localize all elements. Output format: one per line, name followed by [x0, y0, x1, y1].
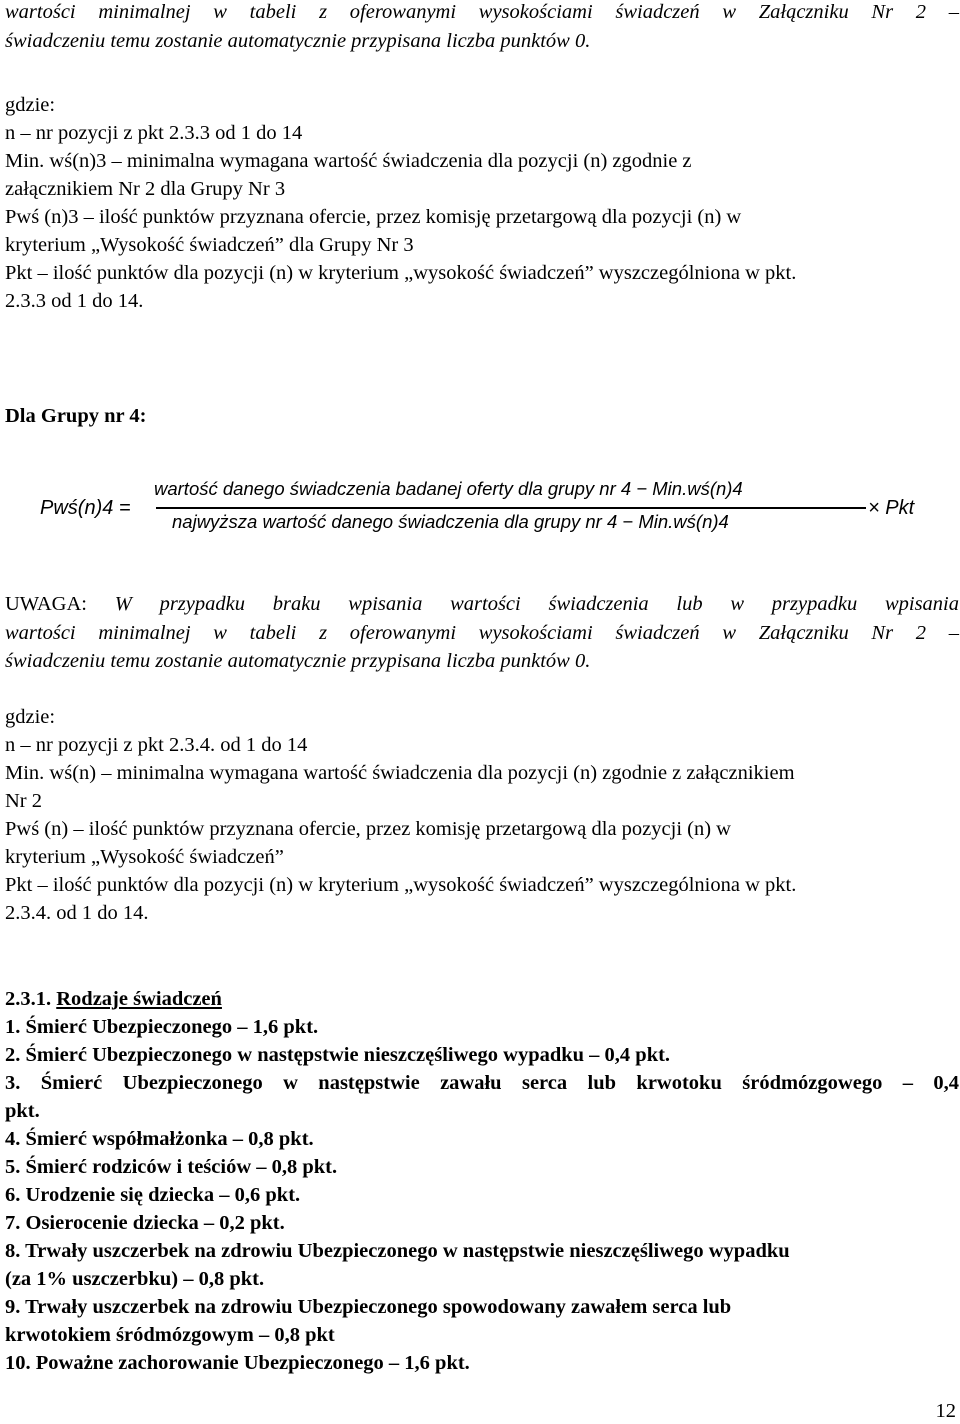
benefit-item: 5. Śmierć rodziców i teściów – 0,8 pkt.	[5, 1156, 338, 1178]
group4-heading: Dla Grupy nr 4:	[5, 405, 147, 427]
defs3-pws-line-2: kryterium „Wysokość świadczeń” dla Grupy Nr 3	[5, 234, 414, 256]
benefit-item: 3. Śmierć Ubezpieczonego w następstwie zawału serca lub krwotoku śródmózgowego – 0,4	[5, 1072, 959, 1094]
defs4-min-line-2: Nr 2	[5, 790, 43, 812]
note-line-3: świadczeniu temu zostanie automatycznie przypisana liczba punktów 0.	[5, 650, 591, 672]
benefit-item: 10. Poważne zachorowanie Ubezpieczonego – 1,6 pkt.	[5, 1352, 470, 1374]
benefit-item: 4. Śmierć współmałżonka – 0,8 pkt.	[5, 1128, 314, 1150]
benefit-item-continued: pkt.	[5, 1100, 40, 1122]
benefit-item-continued: krwotokiem śródmózgowym – 0,8 pkt	[5, 1324, 335, 1346]
defs3-min-line-1: Min. wś(n)3 – minimalna wymagana wartość świadczenia dla pozycji (n) zgodnie z	[5, 150, 692, 172]
top-note-line-1: wartości minimalnej w tabeli z oferowanymi wysokościami świadczeń w Załączniku Nr 2 –	[5, 1, 959, 23]
benefit-item: 6. Urodzenie się dziecka – 0,6 pkt.	[5, 1184, 301, 1206]
defs3-pkt-line-2: 2.3.3 od 1 do 14.	[5, 290, 144, 312]
note-line-2: wartości minimalnej w tabeli z oferowanymi wysokościami świadczeń w Załączniku Nr 2 –	[5, 622, 959, 644]
formula-rhs: × Pkt	[868, 497, 915, 519]
formula-lhs: Pwś(n)4 =	[40, 497, 131, 519]
formula-fraction-bar	[156, 507, 866, 509]
note-line-1	[5, 591, 959, 617]
note-label: UWAGA:	[5, 593, 115, 615]
defs3-n: n – nr pozycji z pkt 2.3.3 od 1 do 14	[5, 122, 303, 144]
defs4-pkt-line-2: 2.3.4. od 1 do 14.	[5, 902, 149, 924]
formula-denominator: najwyższa wartość danego świadczenia dla grupy nr 4 − Min.wś(n)4	[172, 511, 729, 532]
benefit-item-continued: (za 1% uszczerbku) – 0,8 pkt.	[5, 1268, 265, 1290]
note-text-1: W przypadku braku wpisania wartości świadczenia lub w przypadku wpisania	[114, 593, 959, 615]
defs3-where: gdzie:	[5, 94, 56, 116]
group4-formula	[40, 478, 930, 546]
section-title: Rodzaje świadczeń	[56, 988, 222, 1010]
defs4-pkt-line-1: Pkt – ilość punktów dla pozycji (n) w kryterium „wysokość świadczeń” wyszczególniona w pkt.	[5, 874, 797, 896]
benefit-item: 2. Śmierć Ubezpieczonego w następstwie nieszczęśliwego wypadku – 0,4 pkt.	[5, 1044, 671, 1066]
defs3-min-line-2: załącznikiem Nr 2 dla Grupy Nr 3	[5, 178, 286, 200]
top-note-line-2: świadczeniu temu zostanie automatycznie przypisana liczba punktów 0.	[5, 30, 591, 52]
page-number: 12	[935, 1400, 956, 1422]
defs4-pws-line-1: Pwś (n) – ilość punktów przyznana ofercie, przez komisję przetargową dla pozycji (n) w	[5, 818, 731, 840]
benefit-item: 9. Trwały uszczerbek na zdrowiu Ubezpieczonego spowodowany zawałem serca lub	[5, 1296, 732, 1318]
benefit-item: 1. Śmierć Ubezpieczonego – 1,6 pkt.	[5, 1016, 319, 1038]
defs4-where: gdzie:	[5, 706, 56, 728]
section-number: 2.3.1.	[5, 988, 52, 1010]
defs4-min-line-1: Min. wś(n) – minimalna wymagana wartość świadczenia dla pozycji (n) zgodnie z załącznikiem	[5, 762, 795, 784]
defs3-pws-line-1: Pwś (n)3 – ilość punktów przyznana ofercie, przez komisję przetargową dla pozycji (n) w	[5, 206, 742, 228]
defs4-n: n – nr pozycji z pkt 2.3.4. od 1 do 14	[5, 734, 308, 756]
defs3-pkt-line-1: Pkt – ilość punktów dla pozycji (n) w kryterium „wysokość świadczeń” wyszczególniona w pkt.	[5, 262, 797, 284]
benefit-item: 7. Osierocenie dziecka – 0,2 pkt.	[5, 1212, 285, 1234]
defs4-pws-line-2: kryterium „Wysokość świadczeń”	[5, 846, 284, 868]
benefit-item: 8. Trwały uszczerbek na zdrowiu Ubezpieczonego w następstwie nieszczęśliwego wypadku	[5, 1240, 790, 1262]
section-heading	[5, 986, 222, 1012]
formula-numerator: wartość danego świadczenia badanej oferty dla grupy nr 4 − Min.wś(n)4	[154, 478, 743, 499]
